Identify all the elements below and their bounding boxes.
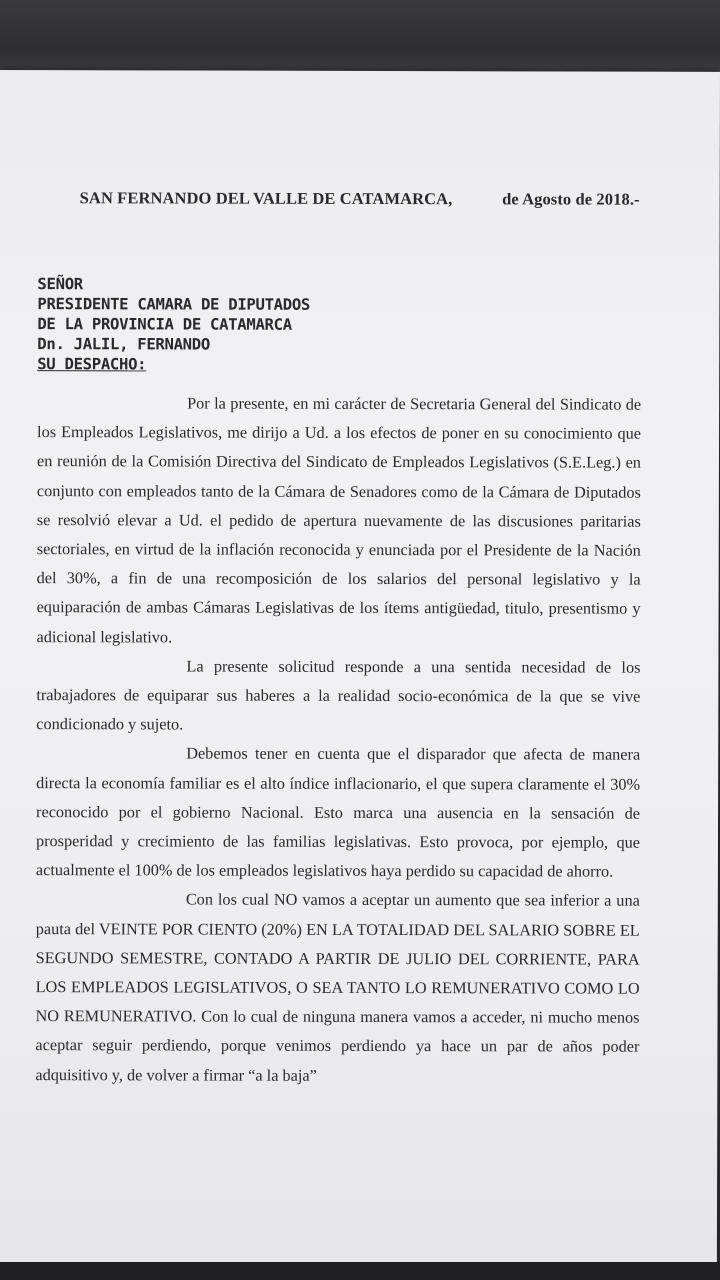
letter-body [35,388,641,1090]
addressee-salutation: SEÑOR [37,275,83,294]
addressee-title: PRESIDENTE CAMARA DE DIPUTADOS [37,295,311,314]
letter-page [0,70,720,1264]
body-paragraph: Con los cual NO vamos a aceptar un aumento que sea inferior a una pauta del VEINTE POR CIENTO (20%) EN LA TOTALIDAD DEL SALARIO SOBRE EL SEGUNDO SEMESTRE, CONTADO A PARTIR DE JULIO DEL CORRIENTE, PARA LOS EMPLEADOS LEGISLATIVOS, O SEA TANTO LO REMUNERATIVO COMO LO NO REMUNERATIVO. Con lo cual de ninguna manera vamos a acceder, ni mucho menos aceptar seguir perdiendo, porque venimos perdiendo ya hace un par de años poder adquisitivo y, de volver a firmar “a la baja” [35,889,640,1085]
letter-date: de Agosto de 2018.- [502,189,640,209]
body-paragraph: Por la presente, en mi carácter de Secretaria General del Sindicato de los Empleados Legislativos, me dirijo a Ud. a los efectos de poner en su conocimiento que en reunión de la Comisión Directiva del Sindicato de Empleados Legislativos (S.E.Leg.) en conjunto con empleados tanto de la Cámara de Senadores como de la Cámara de Diputados se resolvió elevar a Ud. el pedido de apertura nuevamente de las discusiones paritarias sectoriales, en virtud de la inflación reconocida y enunciada por el Presidente de la Nación del 30%, a fin de una recomposición de los salarios del personal legislativo y la equiparación de ambas Cámaras Legislativas de los ítems antigüedad, titulo, presentismo y adicional legislativo. [36,393,642,647]
body-paragraph: La presente solicitud responde a una sentida necesidad de los trabajadores de equiparar sus haberes a la realidad socio-económica de la que se vive condicionado y sujeto. [36,656,641,734]
addressee-province: DE LA PROVINCIA DE CATAMARCA [37,315,292,334]
place-heading: SAN FERNANDO DEL VALLE DE CATAMARCA, [79,188,453,209]
background-surface-bottom [0,1262,720,1280]
addressee-name: Dn. JALIL, FERNANDO [37,335,210,354]
addressee-block [37,274,310,375]
addressee-office: SU DESPACHO: [37,355,147,374]
date-line [80,188,640,209]
body-paragraph: Debemos tener en cuenta que el disparador que afecta de manera directa la economía familiar es el alto índice inflacionario, el que supera claramente el 30% reconocido por el gobierno Nacional. Esto marca una ausencia en la sensación de prosperidad y crecimiento de las familias legislativas. Esto provoca, por ejemplo, que actualmente el 100% de los empleados legislativos haya perdido su capacidad de ahorro. [35,743,641,881]
